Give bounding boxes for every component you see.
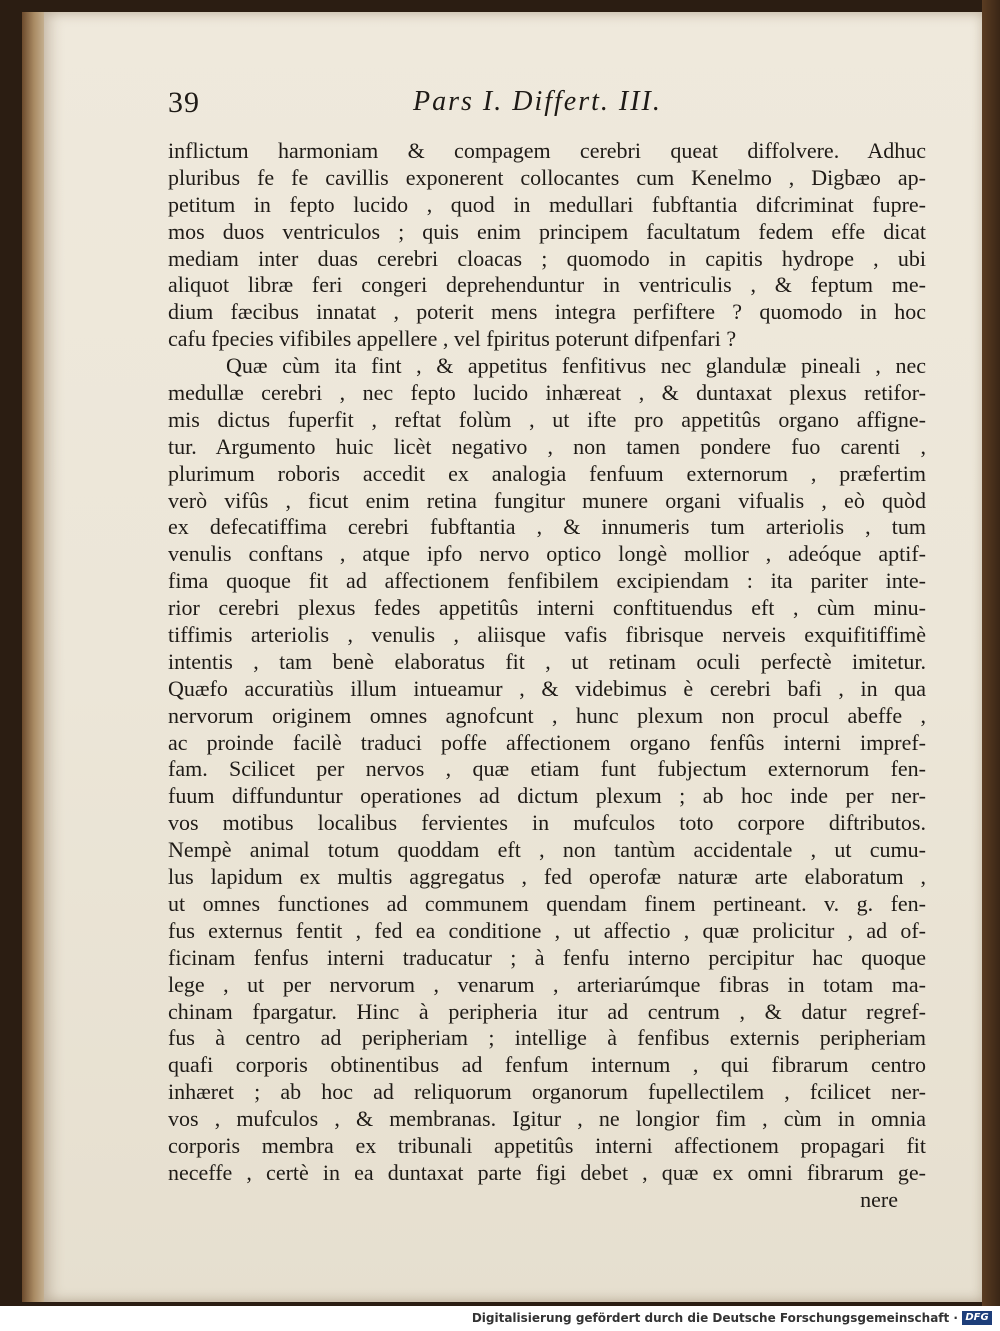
text-line: verò vifûs , ficut enim retina fungitur munere organi vifualis , eò quòd bbox=[168, 487, 926, 513]
dfg-logo[interactable]: DFG bbox=[962, 1311, 992, 1325]
text-line: Nempè animal totum quoddam eft , non tantùm accidentale , ut cumu- bbox=[168, 837, 926, 863]
text-line: lege , ut per nervorum , venarum , arteriarúmque fibras in totam ma- bbox=[168, 971, 926, 997]
text-line: fam. Scilicet per nervos , quæ etiam funt fubjectum externorum fen- bbox=[168, 756, 926, 782]
book-edge-right bbox=[982, 0, 1000, 1306]
text-line: inhæret ; ab hoc ad reliquorum organorum fupellectilem , fcilicet ner- bbox=[168, 1079, 926, 1105]
text-line: Quæ cùm ita fint , & appetitus fenfitivus nec glandulæ pineali , nec bbox=[226, 353, 926, 379]
text-line: fus externus fentit , fed ea conditione , ut affectio , quæ prolicitur , ad of- bbox=[168, 917, 926, 943]
text-line: fima quoque fit ad affectionem fenfibilem excipiendam : ita pariter inte- bbox=[168, 568, 926, 594]
funding-note: Digitalisierung gefördert durch die Deutsche Forschungsgemeinschaft · bbox=[471, 1311, 958, 1325]
text-line: mos duos ventriculos ; quis enim principem facultatum fedem effe dicat bbox=[168, 218, 926, 244]
text-line: ficinam fenfus interni traducatur ; à fenfu interno percipitur hac quoque bbox=[168, 944, 926, 970]
text-line: nervorum originem omnes agnofcunt , hunc plexum non procul abeffe , bbox=[168, 702, 926, 728]
text-line: ex defecatiffima cerebri fubftantia , & innumeris tum arteriolis , tum bbox=[168, 514, 926, 540]
text-line: mis dictus fuperfit , reftat folùm , ut ifte pro appetitûs organo affigne- bbox=[168, 406, 926, 432]
text-line: quafi corporis obtinentibus ad fenfum internum , qui fibrarum centro bbox=[168, 1052, 926, 1078]
text-line: intentis , tam benè elaboratus fit , ut retinam oculi perfectè imitetur. bbox=[168, 648, 926, 674]
text-line: vos motibus localibus fervientes in mufculos toto corpore diftributos. bbox=[168, 810, 926, 836]
text-line: fus à centro ad peripheriam ; intellige à fenfibus externis peripheriam bbox=[168, 1025, 926, 1051]
running-head: Pars I. Differt. III. bbox=[413, 86, 662, 117]
text-line: venulis conftans , atque ipfo nervo optico longè mollior , adeóque aptif- bbox=[168, 541, 926, 567]
text-line: ac proinde facilè traduci poffe affectionem organo fenfûs interni impref- bbox=[168, 729, 926, 755]
text-line: ut omnes functiones ad communem quendam finem pertineant. v. g. fen- bbox=[168, 890, 926, 916]
text-line: medullæ cerebri , nec fepto lucido inhæreat , & duntaxat plexus retifor- bbox=[168, 380, 926, 406]
main-text bbox=[168, 138, 926, 1214]
text-line: corporis membra ex tribunali appetitûs interni affectionem propagari fit bbox=[168, 1132, 926, 1158]
text-line: pluribus fe fe cavillis exponerent collocantes cum Kenelmo , Digbæo ap- bbox=[168, 164, 926, 190]
text-line: tur. Argumento huic licèt negativo , non tamen pondere fuo carenti , bbox=[168, 433, 926, 459]
text-line: dium fæcibus innatat , poterit mens integra perfiftere ? quomodo in hoc bbox=[168, 299, 926, 325]
page-header bbox=[168, 86, 928, 126]
text-line: petitum in fepto lucido , quod in medullari fubftantia difcriminat fupre- bbox=[168, 191, 926, 217]
text-line: lus lapidum ex multis aggregatus , fed operofæ naturæ arte elaboratum , bbox=[168, 864, 926, 890]
text-line: mediam inter duas cerebri cloacas ; quomodo in capitis hydrope , ubi bbox=[168, 245, 926, 271]
text-line: cafu fpecies vifibiles appellere , vel fpiritus poterunt difpenfari ? bbox=[168, 326, 737, 352]
text-line: plurimum roboris accedit ex analogia fenfuum externorum , præfertim bbox=[168, 460, 926, 486]
text-line: rior cerebri plexus fedes appetitûs interni conftituendus eft , cùm minu- bbox=[168, 595, 926, 621]
text-line: vos , mufculos , & membranas. Igitur , ne longior fim , cùm in omnia bbox=[168, 1106, 926, 1132]
footer-bar bbox=[0, 1306, 1000, 1331]
text-line: neceffe , certè in ea duntaxat parte figi debet , quæ ex omni fibrarum ge- bbox=[168, 1159, 926, 1185]
catchword: nere bbox=[860, 1186, 898, 1212]
text-line: aliquot libræ feri congeri deprehenduntur in ventriculis , & feptum me- bbox=[168, 272, 926, 298]
text-line: Quæfo accuratiùs illum intueamur , & videbimus è cerebri bafi , in qua bbox=[168, 675, 926, 701]
text-line: inflictum harmoniam & compagem cerebri queat diffolvere. Adhuc bbox=[168, 138, 926, 163]
page-number: 39 bbox=[168, 86, 200, 119]
text-line: chinam fpargatur. Hinc à peripheria itur ad centrum , & datur regref- bbox=[168, 998, 926, 1024]
text-line: tiffimis arteriolis , venulis , aliisque vafis fibrisque nerveis exquifitiffimè bbox=[168, 622, 926, 648]
text-line: fuum diffunduntur operationes ad dictum plexum ; ab hoc inde per ner- bbox=[168, 783, 926, 809]
